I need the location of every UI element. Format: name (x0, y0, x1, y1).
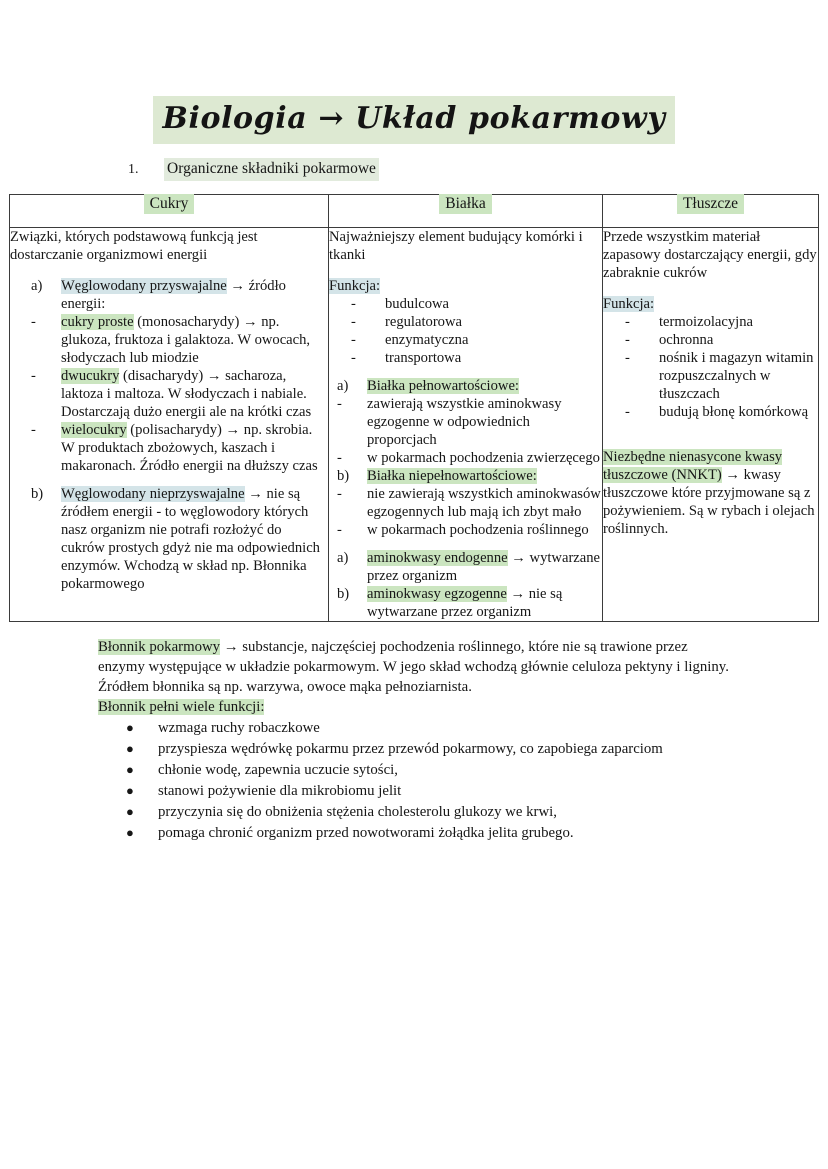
list-item-text (367, 449, 602, 467)
page-title: Biologia → Układ pokarmowy (153, 96, 676, 144)
highlighted-term: Białka pełnowartościowe: (367, 377, 519, 394)
list-marker: - (625, 403, 630, 420)
column-header-label: Cukry (144, 194, 195, 214)
list-marker: - (337, 449, 342, 466)
bottom-section (90, 638, 738, 844)
cukry-list (10, 277, 328, 593)
list-item-text: ochronna (659, 331, 714, 348)
list-item (329, 521, 602, 539)
nutrients-table (9, 194, 819, 622)
list-marker: - (625, 313, 630, 330)
cell-cukry (10, 227, 329, 621)
list-item-description: zawierają wszystkie aminokwasy egzogenne w odpowiednich proporcjach (367, 395, 562, 448)
list-item-text: przyczynia się do obniżenia stężenia cholesterolu glukozy we krwi, (158, 803, 557, 820)
list-item (329, 313, 602, 331)
blonnik-term: Błonnik pokarmowy (98, 638, 221, 655)
list-item-description: w pokarmach pochodzenia zwierzęcego (367, 449, 600, 466)
list-item (10, 367, 328, 421)
list-item (10, 485, 328, 593)
list-item-description: w pokarmach pochodzenia roślinnego (367, 521, 589, 538)
list-marker: - (625, 349, 630, 366)
list-item-description: → źródło energii: (61, 277, 286, 312)
list-item (98, 761, 738, 781)
list-marker: b) (337, 467, 350, 484)
list-marker: - (351, 313, 356, 330)
funkcja-label: Funkcja: (603, 295, 655, 312)
bullet-icon: ● (126, 803, 134, 819)
list-marker: a) (337, 549, 349, 566)
list-item (329, 467, 602, 485)
list-item (329, 377, 602, 395)
funkcje-heading-wrap (98, 698, 738, 718)
list-item-text: stanowi pożywienie dla mikrobiomu jelit (158, 783, 402, 800)
list-item-description: (disacharydy) → sacharoza, laktoza i maltoza. W słodyczach i nabiale. Dostarczają dużo energii ale na krótki czas (61, 367, 312, 420)
column-header-tluszcze (603, 194, 819, 227)
list-item (329, 349, 602, 367)
list-item (603, 349, 818, 403)
bullet-icon: ● (126, 824, 134, 840)
title-container (0, 0, 828, 144)
nnkt-paragraph (603, 448, 818, 538)
bialka-funkcja-list (329, 295, 602, 367)
list-item-text (367, 467, 602, 485)
highlighted-term: aminokwasy endogenne (367, 549, 508, 566)
list-item (98, 803, 738, 823)
list-item (10, 313, 328, 367)
list-marker: - (351, 331, 356, 348)
spacer (10, 475, 328, 485)
spacer (329, 264, 602, 277)
list-item-text (61, 485, 328, 593)
list-item-text (367, 377, 602, 395)
list-item-text: chłonie wodę, zapewnia uczucie sytości, (158, 762, 398, 779)
list-item-text: pomaga chronić organizm przed nowotworami żołądka jelita grubego. (158, 824, 574, 841)
list-item (98, 740, 738, 760)
list-item (329, 585, 602, 621)
blonnik-paragraph (98, 638, 738, 698)
list-marker: - (351, 349, 356, 366)
list-item-description: → wytwarzane przez organizm (367, 549, 601, 584)
list-marker: - (337, 485, 342, 502)
list-item-text: transportowa (385, 349, 462, 366)
list-item-text (367, 549, 602, 585)
list-item-text (367, 395, 602, 449)
list-item-description: → nie są wytwarzane przez organizm (367, 585, 563, 620)
list-item (98, 719, 738, 739)
list-item (329, 295, 602, 313)
highlighted-term: cukry proste (61, 313, 134, 330)
list-item-text: wzmaga ruchy robaczkowe (158, 720, 320, 737)
section-number: 1. (128, 162, 139, 178)
spacer (10, 264, 328, 277)
bullet-icon: ● (126, 720, 134, 736)
table-head (10, 194, 819, 227)
list-item-text: termoizolacyjna (659, 313, 754, 330)
list-item (329, 485, 602, 521)
highlighted-term: aminokwasy egzogenne (367, 585, 507, 602)
highlighted-term: Białka niepełnowartościowe: (367, 467, 537, 484)
list-item-description: (polisacharydy) → np. skrobia. W produktach zbożowych, kaszach i makaronach. Źródło energii na dłuższy czas (61, 421, 318, 474)
list-item-text (61, 277, 328, 313)
tluszcze-funkcja-block (603, 295, 818, 313)
list-marker: - (351, 295, 356, 312)
bullet-icon: ● (126, 783, 134, 799)
list-item-description: (monosacharydy) → np. glukoza, fruktoza i galaktoza. W owocach, słodyczach lub miodzie (61, 313, 311, 366)
bialka-funkcja-block (329, 277, 602, 295)
highlighted-term: dwucukry (61, 367, 120, 384)
nnkt-description: → kwasy tłuszczowe które przyjmowane są z pożywieniem. Są w rybach i olejach roślinnych. (603, 467, 815, 538)
list-item-text: budują błonę komórkową (659, 403, 809, 420)
list-item (98, 824, 738, 844)
section-title: Organiczne składniki pokarmowe (164, 158, 379, 180)
list-marker: - (337, 395, 342, 412)
list-item (10, 421, 328, 475)
list-marker: - (337, 521, 342, 538)
nnkt-term: Niezbędne nienasycone kwasy tłuszczowe (NNKT) (603, 449, 783, 484)
list-marker: a) (337, 377, 349, 394)
bullet-icon: ● (126, 762, 134, 778)
cell-bialka (329, 227, 603, 621)
funkcje-list (98, 719, 738, 843)
list-item (329, 549, 602, 585)
table-body (10, 227, 819, 621)
list-item (98, 782, 738, 802)
list-item (603, 403, 818, 421)
highlighted-term: Węglowodany przyswajalne (61, 277, 227, 294)
list-item-text: przyspiesza wędrówkę pokarmu przez przewód pokarmowy, co zapobiega zaparciom (158, 741, 663, 758)
highlighted-term: wielocukry (61, 421, 127, 438)
list-item-text (61, 313, 328, 367)
list-item-text: regulatorowa (385, 313, 462, 330)
list-item (329, 449, 602, 467)
list-item (329, 395, 602, 449)
cukry-intro: Związki, których podstawową funkcją jest dostarczanie organizmowi energii (10, 228, 258, 263)
spacer (603, 282, 818, 295)
spacer (603, 421, 818, 434)
list-item-description: → nie są źródłem energii - to węglowodory których nasz organizm nie potrafi rozłożyć do cukrów prostych gdyż nie ma odpowiednich enzymów. Wchodzą w skład np. Błonnika pokarmowego (61, 485, 320, 592)
funkcja-label: Funkcja: (329, 277, 381, 294)
list-item (329, 331, 602, 349)
cell-tluszcze (603, 227, 819, 621)
table-content-row (10, 227, 819, 621)
bullet-icon: ● (126, 741, 134, 757)
spacer (329, 367, 602, 377)
list-item-text: budulcowa (385, 295, 450, 312)
blonnik-description: → substancje, najczęściej pochodzenia roślinnego, które nie są trawione przez enzymy występujące w układzie pokarmowym. W jego skład wchodzą głównie celuloza pektyny i ligniny. Źródłem błonnika są np. warzywa, owoce mąka pełnoziarnista. (98, 638, 729, 695)
list-marker: - (31, 421, 36, 438)
funkcje-heading: Błonnik pełni wiele funkcji: (98, 698, 265, 715)
list-item-text: nośnik i magazyn witamin rozpuszczalnych w tłuszczach (659, 349, 814, 402)
list-marker: - (625, 331, 630, 348)
list-item-text: enzymatyczna (385, 331, 469, 348)
list-item (603, 313, 818, 331)
tluszcze-intro: Przede wszystkim materiał zapasowy dostarczający energii, gdy zabraknie cukrów (603, 228, 817, 281)
column-header-label: Białka (439, 194, 491, 214)
highlighted-term: Węglowodany nieprzyswajalne (61, 485, 245, 502)
list-item-text (61, 367, 328, 421)
list-item-description: nie zawierają wszystkich aminokwasów egzogennych lub mają ich zbyt mało (367, 485, 601, 520)
column-header-bialka (329, 194, 603, 227)
list-marker: a) (31, 277, 43, 294)
bialka-intro: Najważniejszy element budujący komórki i tkanki (329, 228, 583, 263)
list-item (603, 331, 818, 349)
bialka-list (329, 367, 602, 621)
list-item-text (367, 585, 602, 621)
spacer (329, 539, 602, 549)
list-marker: b) (31, 485, 44, 502)
column-header-label: Tłuszcze (677, 194, 744, 214)
list-item-text (367, 521, 602, 539)
table-header-row (10, 194, 819, 227)
column-header-cukry (10, 194, 329, 227)
list-item-text (367, 485, 602, 521)
list-marker: b) (337, 585, 350, 602)
list-item (10, 277, 328, 313)
list-marker: - (31, 367, 36, 384)
list-item-text (61, 421, 328, 475)
section-heading (0, 158, 828, 180)
tluszcze-funkcja-list (603, 313, 818, 421)
list-marker: - (31, 313, 36, 330)
